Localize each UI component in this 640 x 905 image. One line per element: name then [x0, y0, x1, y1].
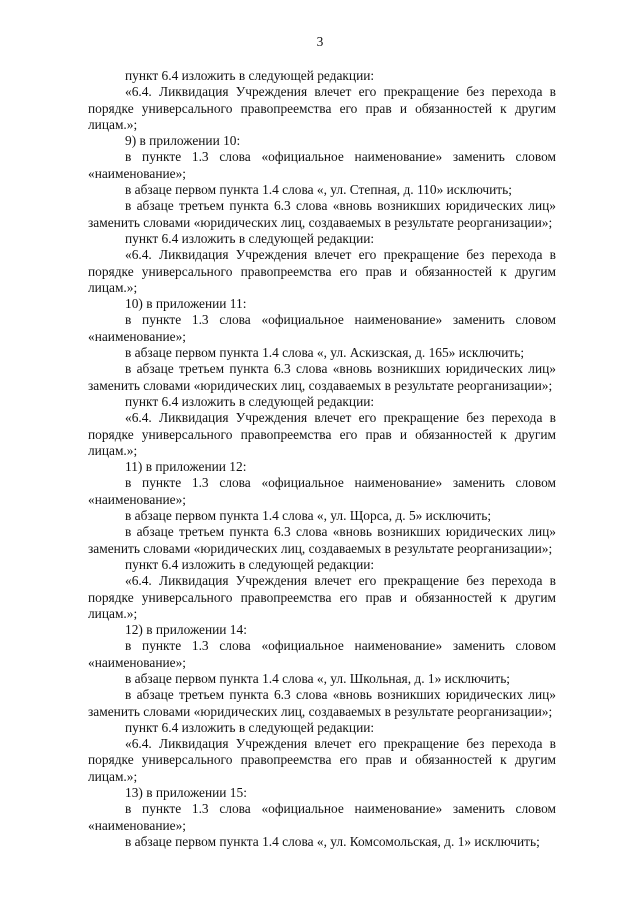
paragraph: в абзаце первом пункта 1.4 слова «, ул. Аскизская, д. 165» исключить;: [125, 345, 525, 361]
paragraph: «6.4. Ликвидация Учреждения влечет его прекращение без перехода в порядке универсального правопреемства его прав и обязанностей к другим лицам.»;: [88, 573, 556, 621]
paragraph: в абзаце первом пункта 1.4 слова «, ул. Комсомольская, д. 1» исключить;: [125, 833, 540, 849]
paragraph: в пункте 1.3 слова «официальное наименование» заменить словом «наименование»;: [88, 638, 556, 670]
paragraph: в абзаце первом пункта 1.4 слова «, ул. Степная, д. 110» исключить;: [125, 182, 512, 198]
paragraph: «6.4. Ликвидация Учреждения влечет его прекращение без перехода в порядке универсального правопреемства его прав и обязанностей к другим лицам.»;: [88, 247, 556, 295]
paragraph: в пункте 1.3 слова «официальное наименование» заменить словом «наименование»;: [88, 149, 556, 181]
paragraph: в пункте 1.3 слова «официальное наименование» заменить словом «наименование»;: [88, 312, 556, 344]
paragraph: в абзаце первом пункта 1.4 слова «, ул. Щорса, д. 5» исключить;: [125, 508, 492, 524]
paragraph: в абзаце третьем пункта 6.3 слова «вновь возникших юридических лиц» заменить словами «юридических лиц, создаваемых в результате реорганизации»;: [88, 361, 556, 393]
paragraph: «6.4. Ликвидация Учреждения влечет его прекращение без перехода в порядке универсального правопреемства его прав и обязанностей к другим лицам.»;: [88, 84, 556, 132]
page-number: 3: [316, 34, 324, 49]
paragraph: «6.4. Ликвидация Учреждения влечет его прекращение без перехода в порядке универсального правопреемства его прав и обязанностей к другим лицам.»;: [88, 736, 556, 784]
paragraph: пункт 6.4 изложить в следующей редакции:: [125, 68, 375, 83]
paragraph: «6.4. Ликвидация Учреждения влечет его прекращение без перехода в порядке универсального правопреемства его прав и обязанностей к другим лицам.»;: [88, 410, 556, 458]
paragraph: 9) в приложении 10:: [125, 133, 241, 149]
paragraph: в абзаце третьем пункта 6.3 слова «вновь возникших юридических лиц» заменить словами «юридических лиц, создаваемых в результате реорганизации»;: [88, 524, 556, 556]
paragraph: в абзаце третьем пункта 6.3 слова «вновь возникших юридических лиц» заменить словами «юридических лиц, создаваемых в результате реорганизации»;: [88, 687, 556, 719]
paragraph: пункт 6.4 изложить в следующей редакции:: [125, 556, 375, 572]
document-body: [88, 68, 556, 850]
paragraph: 11) в приложении 12:: [125, 459, 247, 475]
paragraph: пункт 6.4 изложить в следующей редакции:: [125, 719, 375, 735]
paragraph: пункт 6.4 изложить в следующей редакции:: [125, 393, 375, 409]
paragraph: в абзаце третьем пункта 6.3 слова «вновь возникших юридических лиц» заменить словами «юридических лиц, создаваемых в результате реорганизации»;: [88, 198, 556, 230]
paragraph: в пункте 1.3 слова «официальное наименование» заменить словом «наименование»;: [88, 475, 556, 507]
paragraph: в пункте 1.3 слова «официальное наименование» заменить словом «наименование»;: [88, 801, 556, 833]
paragraph: 13) в приложении 15:: [125, 785, 247, 801]
paragraph: пункт 6.4 изложить в следующей редакции:: [125, 230, 375, 246]
paragraph: 12) в приложении 14:: [125, 622, 247, 638]
paragraph: в абзаце первом пункта 1.4 слова «, ул. Школьная, д. 1» исключить;: [125, 670, 511, 686]
paragraph: 10) в приложении 11:: [125, 296, 247, 312]
